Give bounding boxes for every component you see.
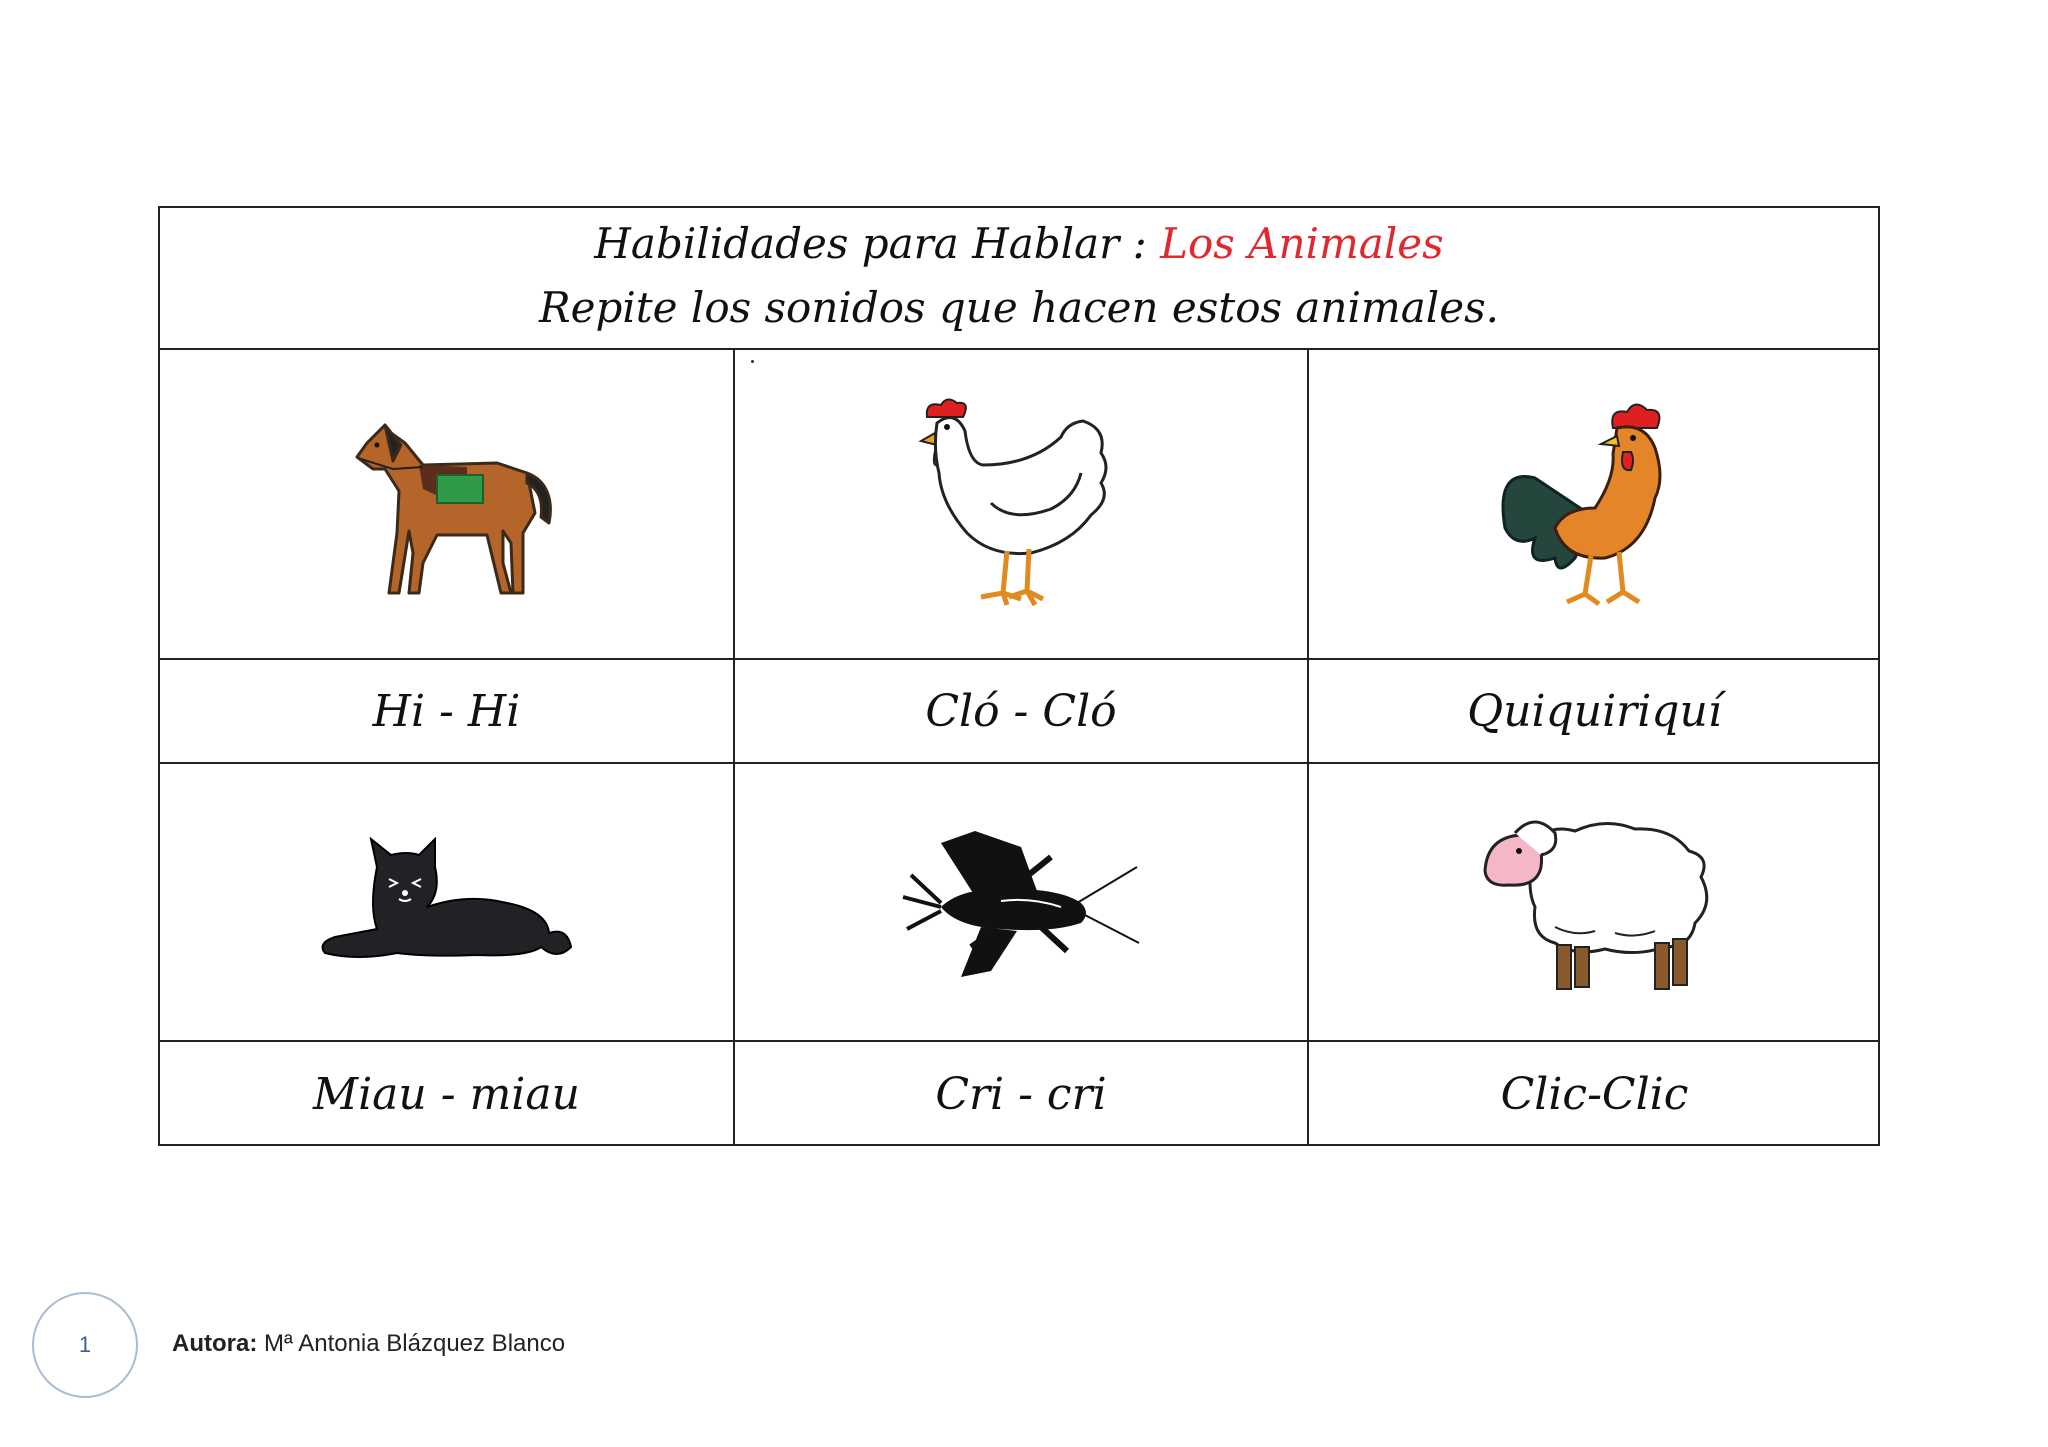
author-credit xyxy=(172,1330,565,1358)
sound-label: Cló - Cló xyxy=(925,685,1117,737)
picture-row-1 xyxy=(160,348,1878,660)
author-name: Mª Antonia Blázquez Blanco xyxy=(257,1330,566,1357)
picture-row-2 xyxy=(160,764,1878,1042)
sound-cell-horse xyxy=(160,660,733,762)
rooster-icon xyxy=(1495,398,1695,608)
rooster-cell xyxy=(1307,348,1880,658)
sound-label: Quiquiriquí xyxy=(1467,685,1722,737)
sound-cell-sheep xyxy=(1307,1042,1880,1146)
hen-cell xyxy=(733,348,1307,658)
sound-label: Miau - miau xyxy=(313,1068,580,1120)
worksheet-title xyxy=(160,214,1878,274)
author-label: Autora: xyxy=(172,1330,258,1357)
sheep-icon xyxy=(1475,807,1715,997)
sheep-cell xyxy=(1307,764,1880,1040)
cricket-cell xyxy=(733,764,1307,1040)
page-number: 1 xyxy=(32,1292,138,1398)
sound-cell-cricket xyxy=(733,1042,1307,1146)
sound-cell-cat xyxy=(160,1042,733,1146)
sound-cell-rooster xyxy=(1307,660,1880,762)
title-prefix: Habilidades para Hablar : xyxy=(594,219,1161,268)
hen-icon xyxy=(911,393,1131,613)
title-topic: Los Animales xyxy=(1160,219,1444,268)
sound-label: Clic-Clic xyxy=(1500,1068,1689,1120)
sound-cell-hen xyxy=(733,660,1307,762)
cat-icon xyxy=(317,837,577,967)
sound-row-1 xyxy=(160,660,1878,764)
stray-dot xyxy=(751,360,754,363)
cricket-icon xyxy=(901,817,1141,987)
horse-icon xyxy=(327,403,567,603)
worksheet-instruction: Repite los sonidos que hacen estos animales. xyxy=(539,283,1499,332)
sound-row-2 xyxy=(160,1042,1878,1146)
worksheet-header xyxy=(160,208,1878,350)
sound-label: Cri - cri xyxy=(935,1068,1107,1120)
worksheet-table xyxy=(158,206,1880,1146)
cat-cell xyxy=(160,764,733,1040)
horse-cell xyxy=(160,348,733,658)
sound-label: Hi - Hi xyxy=(372,685,521,737)
